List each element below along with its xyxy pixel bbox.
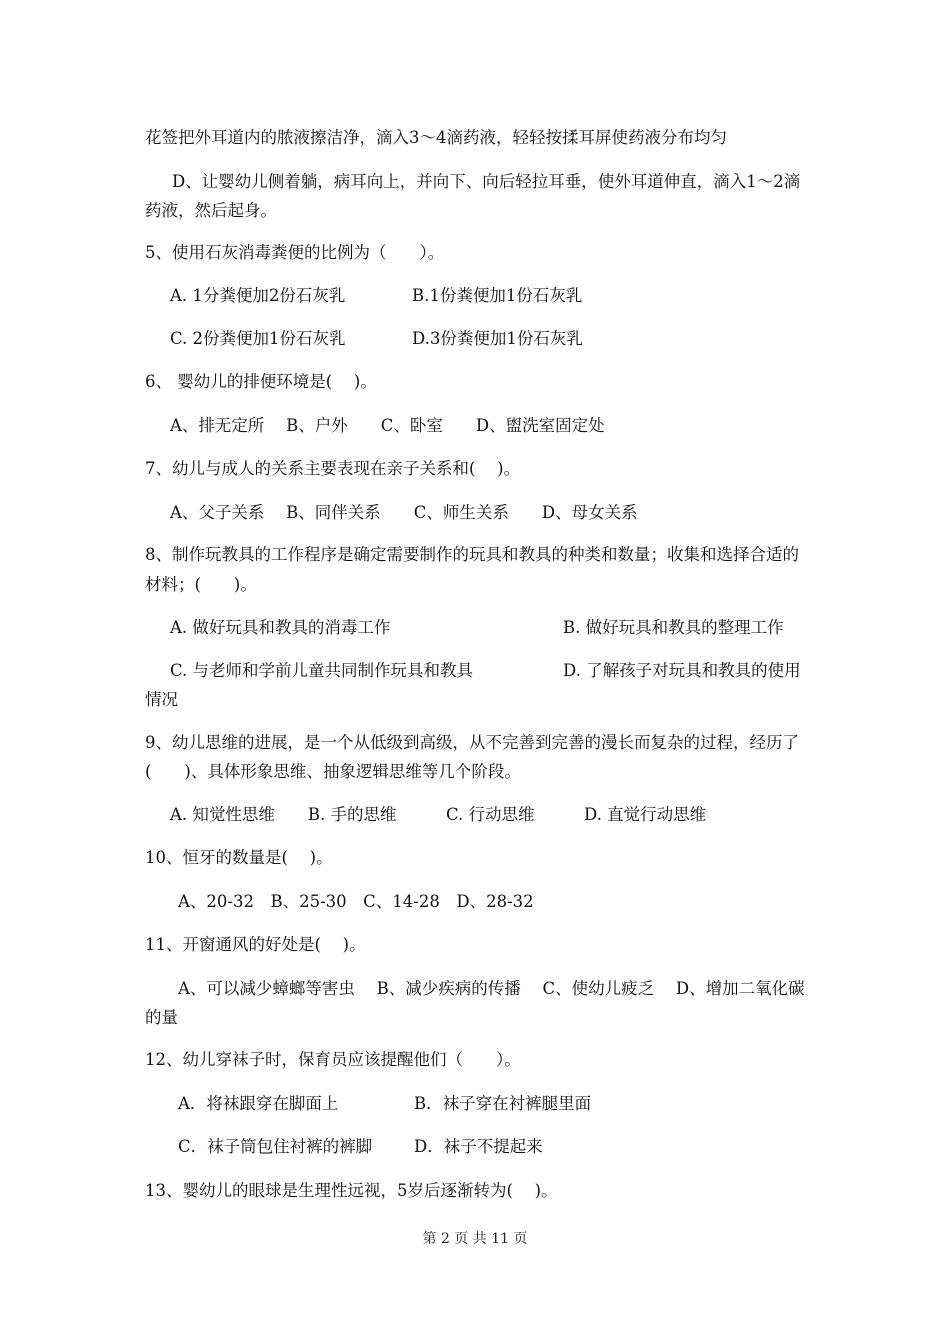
question-10-options: A、20-32 B、25-30 C、14-28 D、28-32 (178, 892, 534, 911)
question-10-stem: 10、恒牙的数量是( )。 (145, 848, 333, 867)
question-11-options: A、可以减少蟑螂等害虫 B、减少疾病的传播 C、使幼儿疲乏 D、增加二氧化碳 (178, 979, 805, 998)
text-line: D、让婴幼儿侧着躺，病耳向上，并向下、向后轻拉耳垂，使外耳道伸直，滴入1～2滴 (172, 172, 801, 191)
question-7-options: A、父子关系 B、同伴关系 C、师生关系 D、母女关系 (170, 503, 638, 522)
question-12-option-d: D．袜子不提起来 (414, 1137, 543, 1156)
question-8-stem-cont: 材料；( )。 (145, 575, 257, 594)
question-8-option-c: C. 与老师和学前儿童共同制作玩具和教具 (170, 661, 474, 680)
question-8-stem: 8、制作玩教具的工作程序是确定需要制作的玩具和教具的种类和数量；收集和选择合适的 (145, 545, 799, 564)
text-line: 花签把外耳道内的脓液擦洁净，滴入3～4滴药液，轻轻按揉耳屏使药液分布均匀 (145, 128, 727, 147)
question-12-option-a: A．将袜跟穿在脚面上 (178, 1094, 339, 1113)
question-5-option-a: A. 1分粪便加2份石灰乳 (170, 286, 346, 305)
question-8-option-d-cont: 情况 (145, 690, 178, 709)
question-9-options: A. 知觉性思维 B. 手的思维 C. 行动思维 D. 直觉行动思维 (170, 805, 707, 824)
question-6-stem: 6、 婴幼儿的排便环境是( )。 (145, 372, 377, 391)
question-9-stem: 9、幼儿思维的进展，是一个从低级到高级，从不完善到完善的漫长而复杂的过程，经历了 (145, 733, 799, 752)
question-8-option-a: A. 做好玩具和教具的消毒工作 (170, 618, 391, 637)
question-11-options-cont: 的量 (145, 1008, 178, 1027)
question-5-option-b: B.1份粪便加1份石灰乳 (412, 286, 583, 305)
question-5-option-d: D.3份粪便加1份石灰乳 (412, 329, 583, 348)
question-12-stem: 12、幼儿穿袜子时，保育员应该提醒他们（ ）。 (145, 1050, 521, 1069)
question-12-option-c: C．袜子筒包住衬裤的裤脚 (178, 1137, 373, 1156)
question-8-option-d: D. 了解孩子对玩具和教具的使用 (563, 661, 801, 680)
question-6-options: A、排无定所 B、户外 C、卧室 D、盥洗室固定处 (170, 416, 605, 435)
question-13-stem: 13、婴幼儿的眼球是生理性远视，5岁后逐渐转为( )。 (145, 1181, 558, 1200)
question-11-stem: 11、开窗通风的好处是( )。 (145, 935, 366, 954)
question-5-option-c: C. 2份粪便加1份石灰乳 (170, 329, 346, 348)
question-8-option-b: B. 做好玩具和教具的整理工作 (563, 618, 784, 637)
question-7-stem: 7、幼儿与成人的关系主要表现在亲子关系和( )。 (145, 459, 521, 478)
question-9-stem-cont: ( )、具体形象思维、抽象逻辑思维等几个阶段。 (145, 762, 521, 781)
text-line: 药液，然后起身。 (145, 201, 277, 220)
question-12-option-b: B．袜子穿在衬裤腿里面 (414, 1094, 592, 1113)
page-footer: 第 2 页 共 11 页 (422, 1231, 528, 1247)
question-5-stem: 5、使用石灰消毒粪便的比例为（ ）。 (145, 243, 445, 262)
